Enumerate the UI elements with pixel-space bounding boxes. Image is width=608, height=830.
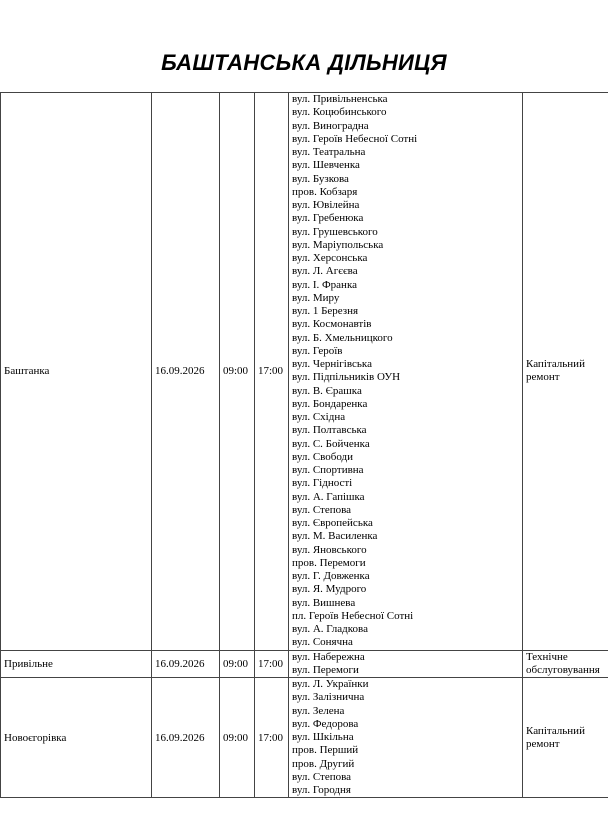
table-row-bashtanka xyxy=(1,93,608,651)
street-item: вул. Гідності xyxy=(292,477,353,490)
street-item: вул. Яновського xyxy=(292,543,367,556)
street-item: вул. Л. Агєєва xyxy=(292,265,358,278)
street-item: вул. Федорова xyxy=(292,717,359,730)
street-item: вул. Свободи xyxy=(292,450,354,463)
street-item: вул. Я. Мудрого xyxy=(292,583,367,596)
start-time-cell: 09:00 xyxy=(220,650,255,678)
streets-cell xyxy=(289,93,523,651)
street-item: вул. Набережна xyxy=(292,650,365,663)
street-item: вул. М. Василенка xyxy=(292,530,378,543)
work-type-line: Капітальний xyxy=(526,724,585,737)
date-cell: 16.09.2026 xyxy=(152,678,220,798)
street-item: вул. Ювілейна xyxy=(292,199,360,211)
street-item: вул. Б. Хмельницкого xyxy=(292,331,393,344)
end-time-cell: 17:00 xyxy=(255,93,289,651)
street-item: вул. Л. Українки xyxy=(292,678,369,690)
street-item: вул. Перемоги xyxy=(292,663,359,676)
street-item: вул. Вишнева xyxy=(292,596,356,609)
work-type-cell xyxy=(523,93,608,651)
street-item: вул. Степова xyxy=(292,770,352,783)
work-type-line: обслуговування xyxy=(526,663,600,676)
date-cell: 16.09.2026 xyxy=(152,93,220,651)
work-type-line: ремонт xyxy=(526,371,560,384)
street-item: вул. Спортивна xyxy=(292,464,364,476)
street-item: вул. Шевченка xyxy=(292,159,360,172)
street-item: вул. Театральна xyxy=(292,146,366,158)
street-item: вул. Коцюбинського xyxy=(292,106,387,119)
street-item: вул. Виноградна xyxy=(292,119,369,132)
street-item: вул. В. Єрашка xyxy=(292,384,362,397)
street-item: пров. Перемоги xyxy=(292,556,366,569)
street-item: вул. Миру xyxy=(292,291,340,304)
street-item: вул. Г. Довженка xyxy=(292,570,370,582)
street-item: вул. Гребенюка xyxy=(292,212,364,225)
street-item: вул. Космонавтів xyxy=(292,318,372,331)
locality-cell: Баштанка xyxy=(1,93,152,651)
street-item: вул. Сонячна xyxy=(292,636,353,649)
end-time-cell: 17:00 xyxy=(255,650,289,678)
street-item: вул. Бондаренка xyxy=(292,397,368,410)
locality-cell: Новоєгорівка xyxy=(1,678,152,798)
end-time-cell: 17:00 xyxy=(255,678,289,798)
street-item: вул. Зелена xyxy=(292,704,345,717)
street-item: вул. 1 Березня xyxy=(292,305,359,317)
street-item: вул. Чернігівська xyxy=(292,358,372,370)
street-item: вул. Героїв xyxy=(292,344,343,357)
street-item: вул. Полтавська xyxy=(292,424,367,437)
table-row-novoiehorivka xyxy=(1,678,608,798)
date-cell: 16.09.2026 xyxy=(152,650,220,678)
page-title: БАШТАНСЬКА ДІЛЬНИЦЯ xyxy=(161,50,447,75)
street-item: вул. Підпільників ОУН xyxy=(292,371,401,384)
street-item: вул. А. Гладкова xyxy=(292,623,368,635)
street-item: вул. Степова xyxy=(292,503,352,516)
start-time-cell: 09:00 xyxy=(220,93,255,651)
work-type-cell xyxy=(523,650,608,678)
work-type-cell xyxy=(523,678,608,798)
street-item: пл. Героїв Небесної Сотні xyxy=(292,609,414,622)
street-item: вул. Привільненська xyxy=(292,93,388,105)
street-item: вул. Залізнична xyxy=(292,691,365,704)
street-item: пров. Кобзаря xyxy=(292,185,358,198)
street-item: вул. С. Бойченка xyxy=(292,437,370,450)
street-item: вул. Європейська xyxy=(292,517,373,529)
table-row-pryvilne xyxy=(1,650,608,678)
work-type-line: Технічне xyxy=(526,650,568,663)
street-item: вул. Маріупольська xyxy=(292,238,384,251)
street-item: вул. Херсонська xyxy=(292,252,368,264)
street-item: пров. Перший xyxy=(292,744,359,757)
street-item: вул. Східна xyxy=(292,411,346,423)
streets-cell xyxy=(289,650,523,678)
street-item: вул. Бузкова xyxy=(292,172,349,185)
start-time-cell: 09:00 xyxy=(220,678,255,798)
street-item: вул. Грушевського xyxy=(292,225,378,238)
outage-schedule-table xyxy=(0,92,608,798)
locality-cell: Привільне xyxy=(1,650,152,678)
street-item: вул. Городня xyxy=(292,784,351,796)
street-item: вул. А. Гапішка xyxy=(292,490,365,503)
street-item: вул. І. Франка xyxy=(292,278,358,291)
street-item: вул. Героїв Небесної Сотні xyxy=(292,132,418,145)
streets-cell xyxy=(289,678,523,798)
work-type-line: ремонт xyxy=(526,737,560,750)
street-item: вул. Шкільна xyxy=(292,731,354,743)
work-type-line: Капітальний xyxy=(526,358,585,371)
street-item: пров. Другий xyxy=(292,757,355,770)
